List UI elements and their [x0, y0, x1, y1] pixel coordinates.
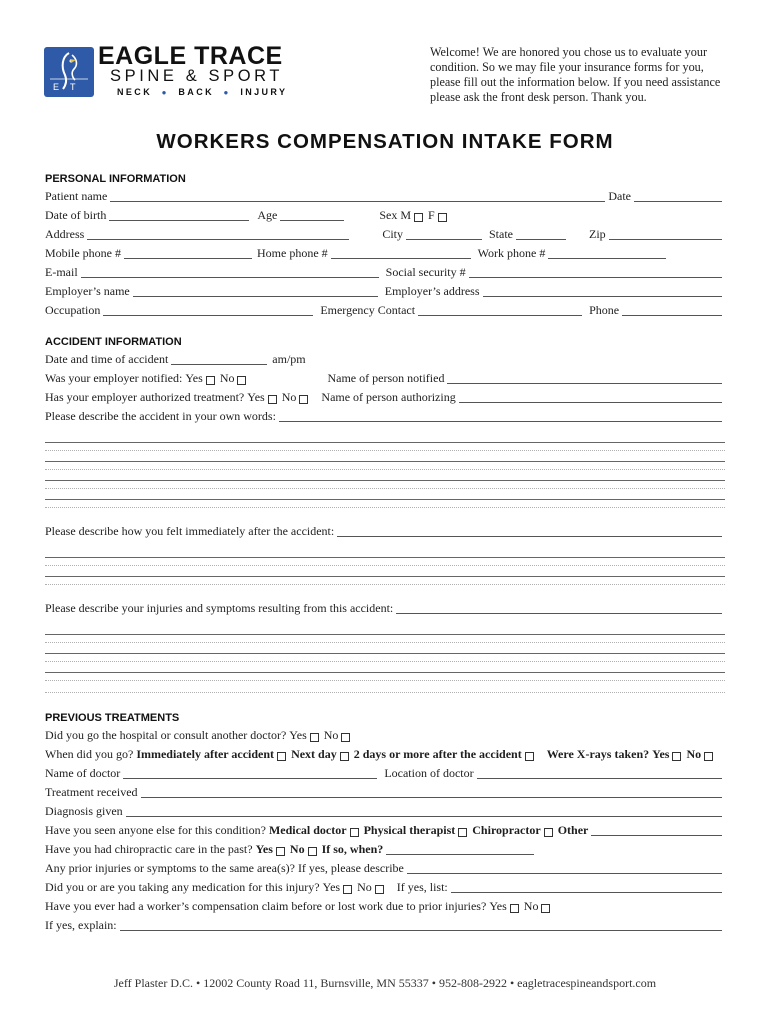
notified-yes-checkbox[interactable]: [206, 376, 215, 385]
answer-line[interactable]: [45, 557, 725, 558]
claim-yes-checkbox[interactable]: [510, 904, 519, 913]
label-accident-datetime: Date and time of accident: [45, 352, 169, 366]
home-phone-field[interactable]: [331, 247, 471, 259]
name-notified-field[interactable]: [447, 372, 722, 384]
authorized-no-checkbox[interactable]: [299, 395, 308, 404]
row-medication: [45, 879, 725, 895]
label-yes: Yes: [185, 371, 203, 385]
patient-name-field[interactable]: [110, 190, 605, 202]
row-claim: [45, 898, 725, 914]
label-state: State: [489, 227, 513, 241]
label-yes: Yes: [652, 747, 670, 761]
immediately-checkbox[interactable]: [277, 752, 286, 761]
answer-line[interactable]: [45, 480, 725, 481]
ssn-field[interactable]: [469, 266, 722, 278]
name-authorizing-field[interactable]: [459, 391, 722, 403]
tag-back: BACK: [178, 87, 215, 97]
label-diagnosis: Diagnosis given: [45, 804, 123, 818]
email-field[interactable]: [81, 266, 379, 278]
label-patient-name: Patient name: [45, 189, 108, 203]
label-yes: Yes: [322, 880, 341, 894]
row-accident-datetime: [45, 351, 725, 367]
xrays-yes-checkbox[interactable]: [672, 752, 681, 761]
row-felt: [45, 523, 725, 539]
label-if-yes-list: If yes, list:: [396, 880, 448, 894]
label-xrays: Were X-rays taken?: [546, 747, 650, 761]
logo-letters: ET: [53, 82, 87, 92]
label-yes: Yes: [289, 728, 307, 742]
answer-line[interactable]: [45, 672, 725, 673]
row-doctor: [45, 765, 725, 781]
label-address: Address: [45, 227, 85, 241]
state-field[interactable]: [516, 228, 566, 240]
label-hospital: Did you go the hospital or consult another doctor?: [45, 728, 287, 742]
xrays-no-checkbox[interactable]: [704, 752, 713, 761]
doctor-name-field[interactable]: [123, 767, 377, 779]
label-physical-therapist: Physical therapist: [363, 823, 456, 837]
mobile-phone-field[interactable]: [124, 247, 252, 259]
tag-injury: INJURY: [240, 87, 288, 97]
two-days-checkbox[interactable]: [525, 752, 534, 761]
explain-field[interactable]: [120, 919, 722, 931]
chiro-no-checkbox[interactable]: [308, 847, 317, 856]
label-when: When did you go?: [45, 747, 134, 761]
logo-tagline: [117, 87, 287, 97]
row-describe-accident: [45, 408, 725, 424]
label-ampm: am/pm: [272, 352, 306, 366]
label-sex: Sex: [379, 208, 398, 222]
label-email: E-mail: [45, 265, 78, 279]
divider: [45, 692, 725, 693]
label-next-day: Next day: [291, 747, 337, 761]
age-field[interactable]: [280, 209, 344, 221]
row-address: [45, 226, 725, 242]
label-no: No: [281, 390, 297, 404]
label-emergency-contact: Emergency Contact: [320, 303, 416, 317]
label-occupation: Occupation: [45, 303, 101, 317]
label-treatment: Treatment received: [45, 785, 138, 799]
label-name-notified: Name of person notified: [327, 371, 445, 385]
row-explain: [45, 917, 725, 933]
label-employer-notified: Was your employer notified:: [45, 371, 183, 385]
label-employer-name: Employer’s name: [45, 284, 130, 298]
doctor-location-field[interactable]: [477, 767, 722, 779]
medical-doctor-checkbox[interactable]: [350, 828, 359, 837]
label-city: City: [382, 227, 403, 241]
label-name-authorizing: Name of person authorizing: [321, 390, 456, 404]
zip-field[interactable]: [609, 228, 722, 240]
prior-injuries-field[interactable]: [407, 862, 722, 874]
label-doctor-location: Location of doctor: [384, 766, 474, 780]
date-field[interactable]: [634, 190, 722, 202]
logo-subtitle: SPINE & SPORT: [110, 67, 284, 85]
medication-yes-checkbox[interactable]: [343, 885, 352, 894]
label-zip: Zip: [589, 227, 606, 241]
divider: [45, 488, 725, 489]
row-prior-injuries: [45, 860, 725, 876]
form-title: WORKERS COMPENSATION INTAKE FORM: [156, 130, 614, 153]
diagnosis-field[interactable]: [126, 805, 722, 817]
row-occupation: [45, 302, 725, 318]
label-sex-f: F: [427, 208, 435, 222]
row-seen-anyone: [45, 822, 725, 838]
label-if-yes-explain: If yes, explain:: [45, 918, 117, 932]
dot-icon: ●: [218, 88, 236, 97]
divider: [45, 565, 725, 566]
medication-list-field[interactable]: [451, 881, 722, 893]
label-yes: Yes: [489, 899, 507, 913]
label-dob: Date of birth: [45, 208, 107, 222]
label-chiropractor: Chiropractor: [472, 823, 541, 837]
section-accident-heading: ACCIDENT INFORMATION: [45, 336, 182, 348]
divider: [45, 661, 725, 662]
row-treatment: [45, 784, 725, 800]
answer-line[interactable]: [45, 576, 725, 577]
label-doctor-name: Name of doctor: [45, 766, 121, 780]
answer-line[interactable]: [45, 634, 725, 635]
divider: [45, 584, 725, 585]
label-ssn: Social security #: [385, 265, 466, 279]
label-phone: Phone: [589, 303, 620, 317]
label-yes: Yes: [247, 390, 265, 404]
answer-line[interactable]: [45, 442, 725, 443]
label-no: No: [323, 728, 339, 742]
label-immediately: Immediately after accident: [136, 747, 275, 761]
occupation-field[interactable]: [103, 304, 313, 316]
label-no: No: [289, 842, 305, 856]
employer-address-field[interactable]: [483, 285, 722, 297]
divider: [45, 680, 725, 681]
describe-accident-field[interactable]: [279, 410, 722, 422]
row-injuries: [45, 600, 725, 616]
logo-title: EAGLE TRACE: [98, 42, 283, 70]
physical-therapist-checkbox[interactable]: [458, 828, 467, 837]
label-date: Date: [608, 189, 631, 203]
chiropractor-checkbox[interactable]: [544, 828, 553, 837]
row-phones: [45, 245, 725, 261]
label-claim: Have you ever had a worker’s compensation claim before or lost work due to prior injuries?: [45, 899, 487, 913]
answer-line[interactable]: [45, 653, 725, 654]
label-yes: Yes: [255, 842, 273, 856]
dot-icon: ●: [157, 88, 174, 97]
accident-datetime-field[interactable]: [171, 353, 267, 365]
label-injuries: Please describe your injuries and symptoms resulting from this accident:: [45, 601, 394, 615]
label-work-phone: Work phone #: [477, 246, 546, 260]
label-age: Age: [257, 208, 278, 222]
next-day-checkbox[interactable]: [340, 752, 349, 761]
label-no: No: [523, 899, 539, 913]
divider: [45, 469, 725, 470]
chiro-when-field[interactable]: [386, 843, 534, 855]
notified-no-checkbox[interactable]: [237, 376, 246, 385]
employer-name-field[interactable]: [133, 285, 378, 297]
emergency-contact-field[interactable]: [418, 304, 582, 316]
row-patient-name: [45, 188, 725, 204]
logo-mark: [44, 47, 94, 97]
answer-line[interactable]: [45, 499, 725, 500]
label-medication: Did you or are you taking any medication for this injury?: [45, 880, 320, 894]
row-employer-notified: [45, 370, 725, 386]
label-no: No: [219, 371, 235, 385]
label-two-days: 2 days or more after the accident: [353, 747, 522, 761]
label-other: Other: [557, 823, 589, 837]
footer-contact: Jeff Plaster D.C. • 12002 County Road 11, Burnsville, MN 55337 • 952-808-2922 • eagletracespineandsport.com: [113, 976, 657, 990]
chiro-yes-checkbox[interactable]: [276, 847, 285, 856]
label-chiro-care: Have you had chiropractic care in the past?: [45, 842, 253, 856]
row-employer: [45, 283, 725, 299]
injuries-field[interactable]: [396, 602, 722, 614]
claim-no-checkbox[interactable]: [541, 904, 550, 913]
section-personal-heading: PERSONAL INFORMATION: [45, 173, 186, 185]
row-dob: [45, 207, 725, 223]
sex-f-checkbox[interactable]: [438, 213, 447, 222]
felt-field[interactable]: [337, 525, 722, 537]
dob-field[interactable]: [109, 209, 249, 221]
welcome-message: Welcome! We are honored you chose us to evaluate your condition. So we may file your insurance forms for you, please fill out the information below. If you need assistance please ask the front desk person. Thank you.: [430, 45, 721, 104]
label-employer-address: Employer’s address: [384, 284, 480, 298]
city-field[interactable]: [406, 228, 482, 240]
label-prior-injuries: Any prior injuries or symptoms to the same area(s)? If yes, please describe: [45, 861, 404, 875]
section-previous-heading: PREVIOUS TREATMENTS: [45, 712, 180, 724]
answer-line[interactable]: [45, 461, 725, 462]
row-authorized: [45, 389, 725, 405]
hospital-yes-checkbox[interactable]: [310, 733, 319, 742]
label-sex-m: M: [400, 208, 411, 222]
divider: [45, 642, 725, 643]
tag-neck: NECK: [117, 87, 153, 97]
medication-no-checkbox[interactable]: [375, 885, 384, 894]
divider: [45, 450, 725, 451]
divider: [45, 507, 725, 508]
row-hospital: [45, 727, 725, 743]
row-diagnosis: [45, 803, 725, 819]
label-no: No: [686, 747, 702, 761]
label-felt: Please describe how you felt immediately after the accident:: [45, 524, 335, 538]
label-no: No: [357, 880, 372, 894]
other-field[interactable]: [591, 824, 722, 836]
treatment-field[interactable]: [141, 786, 722, 798]
row-chiro-care: [45, 841, 725, 857]
label-mobile: Mobile phone #: [45, 246, 121, 260]
sex-m-checkbox[interactable]: [414, 213, 423, 222]
label-medical-doctor: Medical doctor: [268, 823, 347, 837]
label-authorized-treatment: Has your employer authorized treatment?: [45, 390, 245, 404]
address-field[interactable]: [87, 228, 349, 240]
label-home-phone: Home phone #: [257, 246, 328, 260]
row-email: [45, 264, 725, 280]
row-when: [45, 746, 725, 762]
label-describe-accident: Please describe the accident in your own words:: [45, 409, 276, 423]
label-seen-anyone: Have you seen anyone else for this condition?: [45, 823, 266, 837]
emergency-phone-field[interactable]: [622, 304, 722, 316]
label-if-so-when: If so, when?: [321, 842, 384, 856]
work-phone-field[interactable]: [548, 247, 666, 259]
hospital-no-checkbox[interactable]: [341, 733, 350, 742]
authorized-yes-checkbox[interactable]: [268, 395, 277, 404]
